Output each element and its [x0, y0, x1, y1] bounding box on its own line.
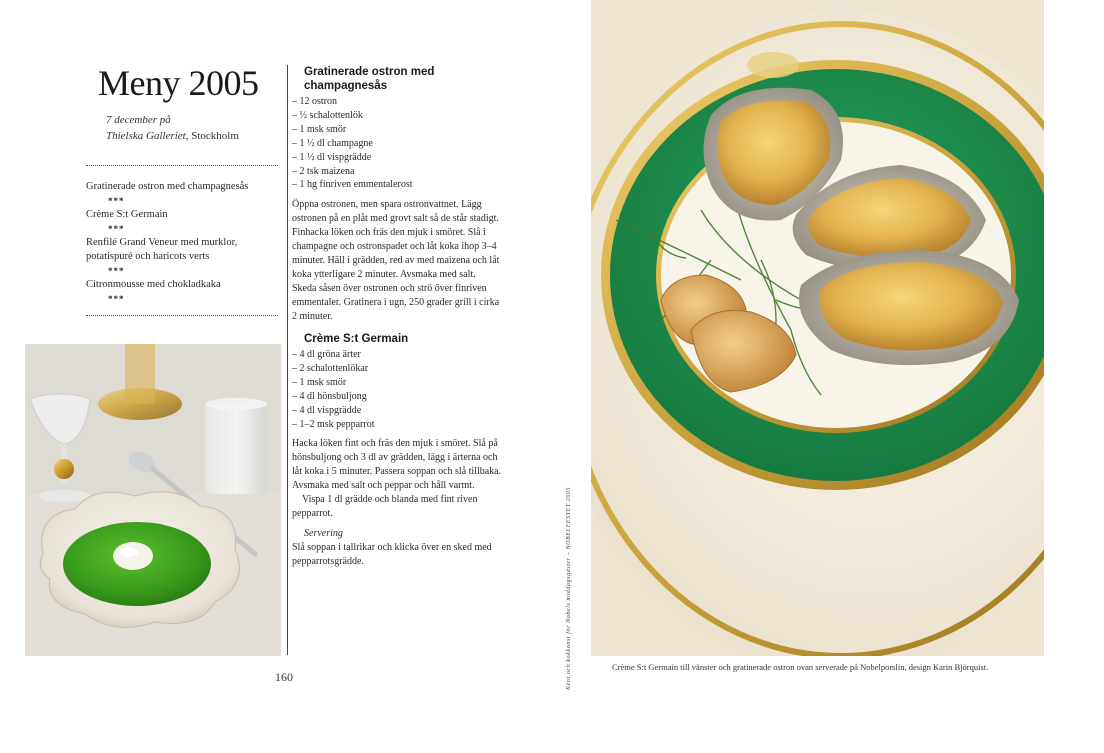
menu-separator: *** [108, 266, 125, 276]
menu-date: 7 december på [106, 114, 171, 126]
ingredient-item: – ½ schalottenlök [292, 109, 363, 121]
recipe-column [292, 66, 502, 569]
page-number: 160 [275, 670, 293, 684]
method-soup: Hacka löken fint och fräs den mjuk i smöret. Slå på hönsbuljong och 3 dl av grädden, lägg i ärterna och låt koka i 5 minuter. Passera soppan och slå tillbaka. Avsmaka med salt och peppar och håll varmt. [292, 438, 502, 492]
ingredient-item: – 1 msk smör [292, 376, 347, 388]
menu-title: Meny 2005 [98, 63, 259, 103]
serving-text: Slå soppan i tallrikar och klicka över en sked med pepparrotsgrädde. [292, 541, 492, 567]
ingredient-item: – 12 ostron [292, 96, 337, 107]
menu-dish: Renfilé Grand Veneur med murklor, potatispuré och haricots verts [86, 237, 238, 262]
menu-separator: *** [108, 224, 125, 234]
soup-photo [25, 344, 281, 656]
dotted-divider-top [86, 165, 278, 166]
menu-separator: *** [108, 294, 125, 304]
menu-list [86, 180, 281, 306]
ingredient-item: – 1 hg finriven emmentalerost [292, 179, 413, 191]
serving-label: Servering [304, 527, 343, 539]
method-oysters: Öppna ostronen, men spara ostronvattnet. Lägg ostronen på en plåt med grovt salt så de står stadigt. Finhacka löken och fräs den mjuk i smöret. Slå i champagne och ostronspadet och låt koka ihop 3–4 minuter. Häll i grädden, red av med maizena och låt koka ytterligare 2 minuter. Avsmaka med salt. Skeda såsen över ostronen och strö över finriven emmentaler. Gratinera i ugn, 250 grader grill i cirka 2 minuter. [292, 199, 500, 322]
ingredient-item: – 1 ½ dl champagne [292, 137, 373, 149]
recipe-title-oysters: Gratinerade ostron med champagnesås [304, 66, 435, 92]
oyster-photo [591, 0, 1044, 656]
dotted-divider-bottom [86, 315, 278, 316]
ingredient-list-oysters [292, 95, 502, 192]
menu-dish: Citronmousse med chokladkaka [86, 279, 221, 290]
menu-dish: Crème S:t Germain [86, 209, 168, 220]
ingredient-item: – 2 schalottenlökar [292, 362, 369, 374]
ingredient-list-soup [292, 348, 502, 431]
ingredient-item: – 1 msk smör [292, 123, 347, 135]
menu-venue: Thielska Galleriet [106, 130, 186, 142]
spine-running-title: Kent och kokkonst för Nobels middagsgäster – NOBELFESTET 2005 [566, 486, 572, 690]
menu-dish: Gratinerade ostron med champagnesås [86, 181, 249, 192]
column-rule [287, 65, 288, 655]
ingredient-item: – 1–2 msk pepparrot [292, 418, 375, 430]
menu-separator: *** [108, 196, 125, 206]
menu-city: , Stockholm [185, 130, 239, 142]
ingredient-item: – 1 ½ dl vispgrädde [292, 151, 372, 163]
ingredient-item: – 4 dl gröna ärter [292, 349, 361, 360]
ingredient-item: – 2 tsk maizena [292, 165, 355, 177]
photo-caption: Crème S:t Germain till vänster och gratinerade ostron ovan serverade på Nobelporslin, design Karin Björquist. [612, 662, 989, 672]
menu-date-place [106, 112, 239, 144]
ingredient-item: – 4 dl hönsbuljong [292, 390, 367, 402]
soup-photo-illustration [25, 344, 281, 656]
method-soup-cream: Vispa 1 dl grädde och blanda med fint riven pepparrot. [292, 494, 478, 519]
recipe-title-soup: Crème S:t Germain [304, 332, 409, 345]
oyster-photo-illustration [591, 0, 1044, 656]
ingredient-item: – 4 dl vispgrädde [292, 404, 362, 416]
